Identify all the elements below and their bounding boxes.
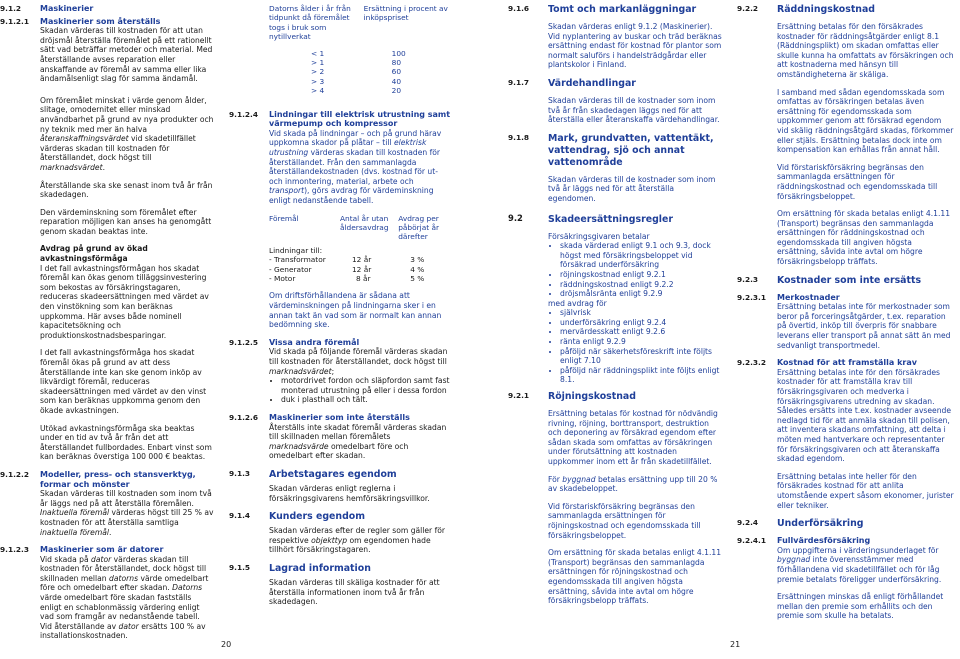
section-number: 9.1.2.5 <box>229 337 258 347</box>
table-cell: > 1 <box>311 58 325 68</box>
section-number: 9.1.2.3 <box>0 545 29 555</box>
section-title: Maskinerier som inte återställs <box>269 412 410 422</box>
list-item: • röjningskostnad enligt 9.2.1 <box>560 270 722 280</box>
section-title: Kostnad för att framställa krav <box>777 358 917 368</box>
list <box>269 376 451 405</box>
section-number: 9.1.2.4 <box>229 109 258 119</box>
section-9-1-2 <box>0 4 214 14</box>
section-title: Maskinerier som är datorer <box>40 545 164 555</box>
section-9-2-1 <box>508 391 722 606</box>
table-row <box>269 86 451 95</box>
table-cell: - Motor <box>269 274 296 284</box>
table-cell: 60 <box>391 67 402 77</box>
table-cell: < 1 <box>311 48 325 58</box>
section-title: Fullvärdesförsäkring <box>777 536 871 546</box>
paragraph: Skadan värderas till kostnaden för att utan dröjsmål återställa föremålet på ett rationellt sätt vad beträffar metoder och material. Med återställande avses reparation eller anskaffande av föremål av samma eller lika ändamålsenligt slag för samma ändamål. <box>40 26 213 84</box>
paragraph: Skadan värderas till skäliga kostnader för att återställa informationen inom två år från skadedagen. <box>269 577 440 607</box>
list-item: • påföljd när räddningsplikt inte följts enligt 8.1. <box>560 366 722 385</box>
paragraph: Skadan värderas enligt reglerna i försäkringsgivarens hemförsäkringsvillkor. <box>269 483 430 503</box>
table-cell: 4 % <box>410 264 425 274</box>
section-title: Räddningskostnad <box>777 4 876 15</box>
section-title: Kunders egendom <box>269 511 366 523</box>
table-header-cell: Datorns ålder i år från tidpunkt då föremålet togs i bruk som nytillverkat <box>269 4 351 42</box>
section-9-1-2-2 <box>0 470 214 537</box>
section-9-1-2-3 <box>0 545 214 641</box>
table-row <box>269 67 451 76</box>
table-row <box>269 58 451 67</box>
section-9-1-4 <box>229 511 451 555</box>
paragraph: Skadan värderas till kostnaden som inom två år läggs ned på att återställa föremålen. Inaktuella föremål värderas högst till 25 % av kostnaden för att återställa samtliga inaktuella föremål. <box>40 489 214 537</box>
table <box>269 4 451 96</box>
section-number: 9.2 <box>508 212 523 223</box>
section-number: 9.2.3 <box>737 274 759 284</box>
section-9-1-3 <box>229 469 451 503</box>
list <box>548 308 722 385</box>
table-cell: 40 <box>391 76 402 86</box>
table-cell: 100 <box>391 48 406 58</box>
section-number: 9.1.2.2 <box>0 469 29 479</box>
paragraph: Om uppgifterna i värderingsunderlaget för byggnad inte överensstämmer med förhållandena vid skadetillfället och för låg premie betalats föreligger underförsäkring. <box>777 545 942 584</box>
section-number: 9.1.7 <box>508 77 530 87</box>
section-body <box>548 409 722 606</box>
table-header-cell: Antal år utan åldersavdrag <box>339 213 389 232</box>
section-title: Kostnader som inte ersätts <box>777 274 922 286</box>
section-9-1-2-6 <box>229 413 451 461</box>
section-9-1-8 <box>508 133 722 204</box>
section-number: 9.2.4 <box>737 518 759 528</box>
paragraph: För byggnad betalas ersättning upp till 20 % av skadebeloppet. <box>548 474 718 494</box>
paragraph: Vid skada på lindningar – och på grund härav uppkomna skador på plåtar – till elektrisk utrustning värderas skadan till kostnaden för återställandet. Från den sammanlagda återställandekostnaden (dvs. kostnad för ut- och inmontering, material, arbete och transport), görs avdrag för värdeminskning enligt nedanstående tabell. <box>269 128 442 205</box>
list-item: • räddningskostnad enligt 9.2.2 <box>560 280 722 290</box>
page-number: 21 <box>730 640 741 649</box>
table-cell: 12 år <box>351 264 372 274</box>
list-item: • påföljd när säkerhetsföreskrift inte följts enligt 7.10 <box>560 347 722 366</box>
section-number: 9.1.2.1 <box>0 16 29 26</box>
section-9-1-5 <box>229 563 451 607</box>
paragraph: Utökad avkastningsförmåga ska beaktas under en tid av två år från det att återställandet fullbordades. Enbart vinst som kan beräknas överstiga 100 000 € beaktas. <box>40 423 212 462</box>
table-row <box>269 49 451 58</box>
section-number: 9.2.4.1 <box>737 536 766 546</box>
table-cell: 20 <box>391 86 402 96</box>
paragraph: Vid förstariskförsäkring begränsas den sammanlagda ersättningen för räddningskostnad och egendomsskada till försäkringsbeloppet. <box>777 162 938 201</box>
section-title: Tomt och markanläggningar <box>548 4 697 15</box>
section-number: 9.1.3 <box>229 468 251 478</box>
list-item: • duk i plasthall och tält. <box>281 395 451 405</box>
section-title: Lagrad information <box>269 562 371 574</box>
table-row <box>269 77 451 86</box>
section-9-1-2-1 <box>0 17 214 462</box>
section-number: 9.2.2 <box>737 4 759 13</box>
paragraph: Om ersättning för skada betalas enligt 4.1.11 (Transport) begränsas den sammanlagda ersättningen för röjningskostnad och egendomsskada till angiven högsta ersättning, såvida inte avtal om högre försäkringsbelopp träffats. <box>548 548 722 606</box>
section-number: 9.1.5 <box>229 562 251 572</box>
section-9-1-7 <box>508 78 722 125</box>
list-item: • dröjsmålsränta enligt 9.2.9 <box>560 289 722 299</box>
page-number: 20 <box>221 640 232 649</box>
section-number: 9.1.2.6 <box>229 412 258 422</box>
paragraph: Den värdeminskning som föremålet efter reparation möjligen kan anses ha genomgått genom skadan beaktas inte. <box>40 207 212 236</box>
list-item: • mervärdesskatt enligt 9.2.6 <box>560 327 722 337</box>
list-intro: med avdrag för <box>548 298 607 308</box>
list-item: • skada värderad enligt 9.1 och 9.3, dock högst med försäkringsbeloppet vid försäkrad underförsäkring <box>560 241 722 270</box>
section-title: Vissa andra föremål <box>269 337 360 347</box>
table-header-row <box>269 4 451 42</box>
table-header-row <box>269 214 451 242</box>
table-cell: 80 <box>391 58 402 68</box>
paragraph: Vid skada på följande föremål värderas skadan till kostnaden för återställandet, dock högst till marknadsvärdet; <box>269 347 448 376</box>
section-title: Röjningskostnad <box>548 391 636 403</box>
table-cell: Lindningar till: <box>269 245 323 255</box>
table-row <box>269 265 451 274</box>
list-intro: Försäkringsgivaren betalar <box>548 231 650 241</box>
paragraph: Ersättning betalas inte heller för den försäkrades kostnad för att anlita utomstående expert såsom ekonomer, jurister eller tekniker. <box>777 471 954 510</box>
paragraph: Om driftsförhållandena är sådana att värdeminskningen på lindningarna sker i en annan takt än vad som är normalt kan annan bedömning ske. <box>269 291 442 330</box>
paragraph: Skadan värderas efter de regler som gäller för respektive objekttyp om egendomen hade tillhört försäkringstagaren. <box>269 526 446 555</box>
paragraph: Skadan värderas till de kostnader som inom två år från skadedagen läggs ned för att återställa eller återanskaffa värdehandlingar. <box>548 95 720 125</box>
paragraph: Återställande ska ske senast inom två år från skadedagen. <box>40 180 213 200</box>
table-cell: 12 år <box>351 255 372 265</box>
paragraph: I samband med sådan egendomsskada som omfattas av försäkringen betalas även ersättning för egendomsskada som uppkommer genom att försäkrad egendom vid skälig räddningsåtgärd skadas, förkommer eller stjäls. Ersättning betalas dock inte om kompensation kan erhållas från annat håll. <box>777 87 954 155</box>
section-9-2 <box>508 214 722 386</box>
column-3 <box>508 4 722 614</box>
table-cell: > 3 <box>311 76 325 86</box>
section-title: Maskinerier <box>40 4 94 13</box>
paragraph: Skadan värderas enligt 9.1.2 (Maskinerier). Vid nyplantering av buskar och träd beräknas ersättning endast för kostnad för plantor som normalt saluförs i handelsträdgårdar eller plantskolor i Finland. <box>548 22 722 70</box>
winding-depreciation-table <box>269 214 451 284</box>
paragraph: Ersättning betalas för den försäkrades kostnader för räddningsåtgärder enligt 8.1 (Räddningsplikt) om skadan omfattas eller skulle kunna ha omfattats av försäkringen och att kostnaderna med hänsyn till omständigheterna är skäliga. <box>777 22 954 79</box>
table-row <box>269 274 451 283</box>
section-9-2-4-1 <box>737 536 955 621</box>
section-9-1-2-4 <box>229 110 451 330</box>
section-body <box>777 22 955 267</box>
table-header-cell: Ersättning i procent av inköpspriset <box>363 4 448 23</box>
table-cell: 5 % <box>410 274 425 284</box>
table-header-cell: Avdrag per påbörjat år därefter <box>398 213 440 242</box>
section-title: Maskinerier som återställs <box>40 16 161 26</box>
section-number: 9.1.8 <box>508 132 530 142</box>
paragraph <box>548 232 722 386</box>
paragraph: Vid skada på dator värderas skadan till kostnaden för återställandet, dock högst till skillnaden mellan datorns värde omedelbart före och omedelbart efter skadan. Datorns värde omedelbart före skadan fastställs enligt en schablonmässig värdering enligt vad som framgår av nedanstående tabell. Vid återställande av dator ersätts 100 % av installationskostnaden. <box>40 554 209 641</box>
section-9-2-2 <box>737 4 955 267</box>
list-item: • ränta enligt 9.2.9 <box>560 337 722 347</box>
column-1 <box>0 4 214 649</box>
column-4 <box>737 4 955 629</box>
section-title: Lindningar till elektrisk utrustning samt värmepump och kompressor <box>269 109 451 129</box>
section-title: Arbetstagares egendom <box>269 468 397 480</box>
paragraph: Skadan värderas till de kostnader som inom två år läggs ned för att återställa egendomen. <box>548 174 716 203</box>
section-9-1-2-5 <box>229 338 451 405</box>
section-number: 9.2.1 <box>508 391 530 401</box>
section-number: 9.2.3.2 <box>737 358 766 368</box>
list-item: • självrisk <box>560 308 722 318</box>
section-title: Merkostnader <box>777 292 840 302</box>
paragraph: Ersättning betalas inte för merkostnader som beror på forceringsåtgärder, t.ex. reparation på övertid, inköp till överpris för snabbare leverans eller transport på annat sätt än med sedvanligt transportmedel. <box>777 302 951 350</box>
paragraph: I det fall avkastningsförmåga hos skadat föremål ökas på grund av att dess återställande inte kan ske genom inköp av likvärdigt föremål, reduceras skadeersättningen med värdet av den vinst som kan beräknas uppkomma genom den ökade avkastningen. <box>40 348 207 415</box>
table-cell: > 4 <box>311 86 325 96</box>
section-number: 9.1.6 <box>508 4 530 13</box>
table-cell: - Generator <box>269 264 312 274</box>
subheading: Avdrag på grund av ökad avkastningsförmåga <box>40 244 148 264</box>
paragraph: Ersättning betalas inte för den försäkrades kostnader för att framställa krav till försäkringsgivaren och medverka i försäkringsgivarens utredning av skadan. Således ersätts inte t.ex. kostnader avseende nedlagd tid för att anmäla skadan till polisen, att inventera skadans omfattning, att delta i möten med hantverkare och representanter för försäkringsgivaren och att återanskaffa skadad egendom. <box>777 367 952 464</box>
table-subheader-row <box>269 246 451 255</box>
table-cell: 3 % <box>410 255 425 265</box>
section-title: Underförsäkring <box>777 518 864 530</box>
paragraph: Om ersättning för skada betalas enligt 4.1.11 (Transport) begränsas den sammanlagda ersättningen för räddningskostnad och egendomsskada till angiven högsta ersättning, såvida inte avtal om högre försäkringsbelopp träffats. <box>777 209 951 267</box>
paragraph: Om föremålet minskat i värde genom ålder, slitage, omodernitet eller minskad användbarhet på grund av nya produkter och ny teknik med mer än halva återanskaffningsvärdet vid skadetillfället värderas skadan till kostnaden för återställandet, dock högst till marknadsvärdet. <box>40 95 214 172</box>
table-row <box>269 255 451 264</box>
table-cell: 8 år <box>355 274 371 284</box>
section-9-2-3-2 <box>737 358 955 510</box>
paragraph: Återställs inte skadat föremål värderas skadan till skillnaden mellan föremålets marknadsvärde omedelbart före och omedelbart efter skadan. <box>269 422 447 461</box>
section-9-2-4 <box>737 518 955 530</box>
section-number: 9.1.4 <box>229 511 251 521</box>
section-title: Skadeersättningsregler <box>548 213 673 225</box>
section-title: Värdehandlingar <box>548 77 636 89</box>
list-item: • motordrivet fordon och släpfordon samt fast monterad utrustning på eller i dessa fordon <box>281 376 451 395</box>
section-title: Modeller, press- och stansverktyg, formar och mönster <box>40 469 196 489</box>
list-item: • underförsäkring enligt 9.2.4 <box>560 318 722 328</box>
section-9-2-3-1 <box>737 293 955 351</box>
paragraph: I det fall avkastningsförmågan hos skadat föremål kan ökas genom tilläggsinvestering som bekostas av försäkringstagaren, reduceras skadeersättningen med värdet av den vinstökning som kan beräknas uppkomma. Här avses både nominell kapacitetsökning och produktionskostnadsbesparingar. <box>40 263 209 340</box>
computer-age-table <box>229 4 451 96</box>
section-number: 9.1.2 <box>0 4 22 13</box>
table-header-cell: Föremål <box>269 213 299 223</box>
table-cell: - Transformator <box>269 255 326 265</box>
table-cell: > 2 <box>311 67 325 77</box>
paragraph: Vid förstariskförsäkring begränsas den sammanlagda ersättningen för röjningskostnad och egendomsskada till försäkringsbeloppet. <box>548 501 701 540</box>
section-9-2-3 <box>737 275 955 287</box>
column-2 <box>229 4 451 615</box>
section-9-1-6 <box>508 4 722 70</box>
paragraph: Ersättning betalas för kostnad för nödvändig rivning, röjning, borttransport, destruktion och deponering av försäkrad egendom efter sådan skada som omfattas av försäkringen under förutsättning att kostnaden uppkommer inom ett år från skadetillfället. <box>548 409 718 466</box>
paragraph: Ersättningen minskas då enligt förhållandet mellan den premie som erhållits och den premie som skulle ha betalats. <box>777 592 944 621</box>
list <box>548 241 722 299</box>
section-number: 9.2.3.1 <box>737 292 766 302</box>
section-title: Mark, grundvatten, vattentäkt, vattendrag, sjö och annat vattenområde <box>548 132 714 168</box>
